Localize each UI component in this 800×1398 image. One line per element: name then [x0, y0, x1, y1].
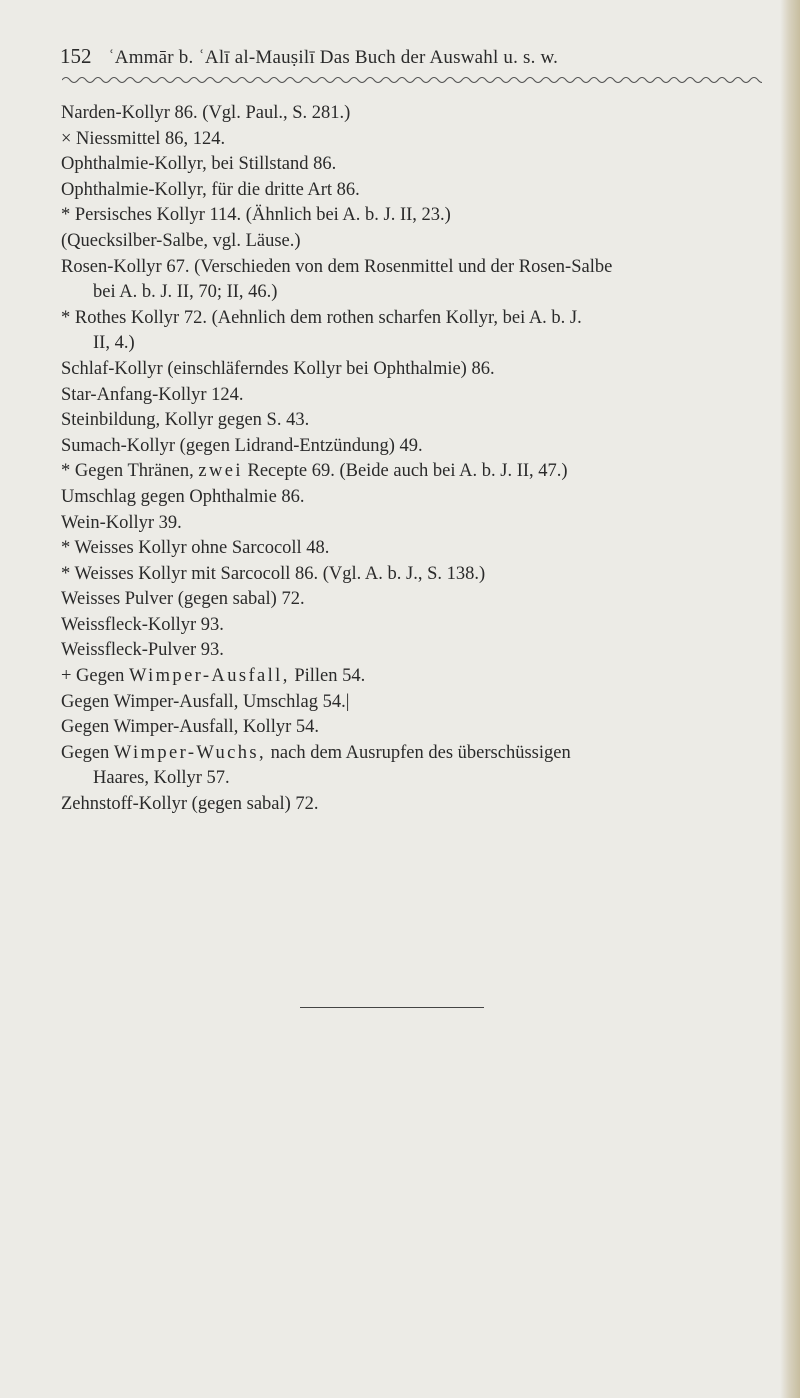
index-entry: Weisses Pulver (gegen sabal) 72.	[61, 589, 305, 610]
index-entry: × Niessmittel 86, 124.	[61, 128, 226, 149]
index-entry: * Persisches Kollyr 114. (Ähnlich bei A. b. J. II, 23.)	[61, 205, 451, 226]
entry-part-spaced: Wimper-Ausfall,	[128, 666, 290, 687]
index-entry	[61, 741, 761, 767]
index-entry: Narden-Kollyr 86. (Vgl. Paul., S. 281.)	[61, 103, 351, 123]
index-entry-continuation: Haares, Kollyr 57.	[93, 768, 230, 789]
index-entry: Umschlag gegen Ophthalmie 86.	[61, 486, 305, 507]
page-edge	[780, 0, 800, 1398]
entry-part: Recepte 69. (Beide auch bei A. b. J. II, 47.)	[247, 461, 568, 482]
index-entry: Gegen Wimper-Ausfall, Kollyr 54.	[61, 717, 319, 738]
entry-part: * Gegen Thränen,	[61, 461, 194, 482]
index-entry: Ophthalmie-Kollyr, für die dritte Art 86.	[61, 179, 360, 200]
index-entry: Weissfleck-Pulver 93.	[61, 640, 224, 661]
index-entry: Ophthalmie-Kollyr, bei Stillstand 86.	[61, 154, 337, 175]
index-entry: * Weisses Kollyr ohne Sarcocoll 48.	[61, 538, 330, 559]
index-entries	[61, 101, 761, 818]
index-entry: Zehnstoff-Kollyr (gegen sabal) 72.	[61, 794, 319, 815]
index-entry: Star-Anfang-Kollyr 124.	[61, 384, 244, 405]
index-entry	[61, 459, 761, 485]
index-entry-continuation: bei A. b. J. II, 70; II, 46.)	[93, 282, 278, 303]
index-entry-continuation: II, 4.)	[93, 333, 135, 354]
index-entry: (Quecksilber-Salbe, vgl. Läuse.)	[61, 230, 301, 251]
index-entry: Gegen Wimper-Ausfall, Umschlag 54.|	[61, 691, 350, 712]
index-entry: * Rothes Kollyr 72. (Aehnlich dem rothen scharfen Kollyr, bei A. b. J.	[61, 307, 582, 328]
entry-part: Gegen	[61, 742, 110, 763]
index-entry: Sumach-Kollyr (gegen Lidrand-Entzündung) 49.	[61, 435, 423, 456]
index-entry: Wein-Kollyr 39.	[61, 512, 182, 533]
running-title: ʿAmmār b. ʿAlī al-Mauṣilī Das Buch der Auswahl u. s. w.	[108, 47, 559, 68]
index-entry: Weissfleck-Kollyr 93.	[61, 614, 224, 635]
entry-part: nach dem Ausrupfen des überschüssigen	[270, 742, 571, 763]
index-entry	[61, 664, 761, 690]
index-entry: Steinbildung, Kollyr gegen S. 43.	[61, 410, 310, 431]
running-header	[60, 44, 760, 69]
entry-part: Pillen 54.	[294, 666, 366, 687]
entry-part: + Gegen	[61, 666, 125, 687]
end-rule	[300, 1007, 484, 1008]
index-entry: Schlaf-Kollyr (einschläferndes Kollyr bei Ophthalmie) 86.	[61, 358, 495, 379]
page-number: 152	[60, 44, 92, 68]
index-entry: Rosen-Kollyr 67. (Verschieden von dem Rosenmittel und der Rosen-Salbe	[61, 256, 613, 277]
wavy-header-rule	[62, 74, 762, 86]
index-entry: * Weisses Kollyr mit Sarcocoll 86. (Vgl. A. b. J., S. 138.)	[61, 563, 486, 584]
entry-part-spaced: Wimper-Wuchs,	[113, 742, 267, 763]
entry-part-spaced: zwei	[198, 461, 243, 482]
